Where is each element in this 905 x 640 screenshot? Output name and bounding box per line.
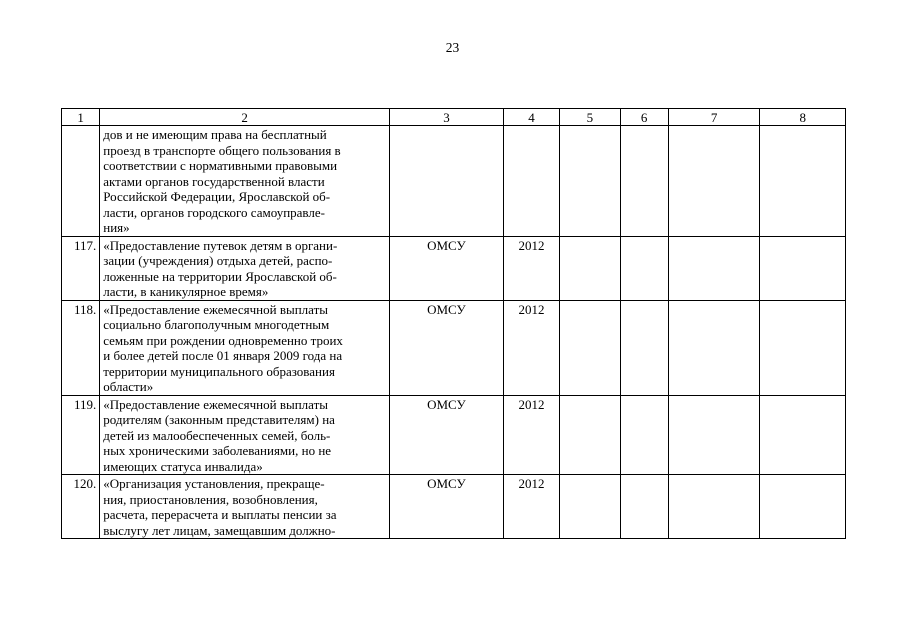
table-row — [62, 395, 846, 475]
description-line: дов и не имеющим права на бесплатный — [103, 127, 327, 142]
description-line: ласти, органов городского самоуправле- — [103, 204, 325, 220]
description-line: территории муниципального образования — [103, 363, 335, 379]
row-number: 117. — [62, 236, 100, 300]
column-header: 8 — [760, 109, 846, 126]
empty-cell — [560, 236, 620, 300]
year-cell — [503, 126, 559, 237]
executor-cell — [390, 126, 504, 237]
table-row — [62, 300, 846, 395]
row-number: 119. — [62, 395, 100, 475]
row-number: 120. — [62, 475, 100, 539]
description-line: выслугу лет лицам, замещавшим должно- — [103, 522, 336, 538]
empty-cell — [760, 126, 846, 237]
service-description — [100, 126, 390, 237]
services-table — [61, 108, 846, 539]
description-line: области» — [103, 379, 154, 394]
column-header: 4 — [503, 109, 559, 126]
column-header: 5 — [560, 109, 620, 126]
description-line: зации (учреждения) отдыха детей, распо- — [103, 253, 333, 268]
description-line: ласти, в каникулярное время» — [103, 284, 269, 299]
description-line: актами органов государственной власти — [103, 173, 325, 189]
column-header: 7 — [668, 109, 760, 126]
description-line: «Предоставление ежемесячной выплаты — [103, 396, 328, 412]
service-description — [100, 300, 390, 395]
service-description — [100, 395, 390, 475]
description-line: «Предоставление путевок детям в органи- — [103, 237, 338, 253]
executor-cell: ОМСУ — [390, 236, 504, 300]
table-header-row — [62, 109, 846, 126]
year-cell: 2012 — [503, 236, 559, 300]
empty-cell — [760, 475, 846, 539]
empty-cell — [668, 126, 760, 237]
empty-cell — [620, 475, 668, 539]
year-cell: 2012 — [503, 475, 559, 539]
row-number — [62, 126, 100, 237]
year-cell: 2012 — [503, 300, 559, 395]
empty-cell — [560, 395, 620, 475]
year-cell: 2012 — [503, 395, 559, 475]
column-header: 6 — [620, 109, 668, 126]
table-row — [62, 126, 846, 237]
empty-cell — [560, 300, 620, 395]
empty-cell — [620, 126, 668, 237]
empty-cell — [760, 395, 846, 475]
executor-cell: ОМСУ — [390, 300, 504, 395]
service-description — [100, 475, 390, 539]
description-line: расчета, перерасчета и выплаты пенсии за — [103, 507, 337, 522]
description-line: ных хроническими заболеваниями, но не — [103, 443, 332, 458]
row-number: 118. — [62, 300, 100, 395]
description-line: детей из малообеспеченных семей, боль- — [103, 427, 331, 443]
empty-cell — [668, 236, 760, 300]
description-line: социально благополучным многодетным — [103, 317, 330, 332]
empty-cell — [760, 236, 846, 300]
service-description — [100, 236, 390, 300]
executor-cell: ОМСУ — [390, 475, 504, 539]
description-line: ложенные на территории Ярославской об- — [103, 268, 337, 284]
description-line: «Предоставление ежемесячной выплаты — [103, 301, 328, 317]
table-row — [62, 236, 846, 300]
empty-cell — [668, 475, 760, 539]
description-line: ния» — [103, 220, 130, 235]
empty-cell — [560, 475, 620, 539]
column-header: 3 — [390, 109, 504, 126]
description-line: семьям при рождении одновременно троих — [103, 332, 343, 348]
executor-cell: ОМСУ — [390, 395, 504, 475]
description-line: родителям (законным представителям) на — [103, 412, 335, 427]
description-line: проезд в транспорте общего пользования в — [103, 142, 341, 158]
empty-cell — [560, 126, 620, 237]
description-line: Российской Федерации, Ярославской об- — [103, 189, 331, 204]
table-row — [62, 475, 846, 539]
page-number: 23 — [445, 40, 460, 55]
empty-cell — [620, 395, 668, 475]
empty-cell — [620, 300, 668, 395]
column-header: 2 — [100, 109, 390, 126]
description-line: и более детей после 01 января 2009 года на — [103, 348, 343, 363]
description-line: имеющих статуса инвалида» — [103, 458, 263, 474]
column-header: 1 — [62, 109, 100, 126]
description-line: соответствии с нормативными правовыми — [103, 158, 338, 173]
empty-cell — [668, 300, 760, 395]
empty-cell — [668, 395, 760, 475]
description-line: «Организация установления, прекраще- — [103, 476, 325, 491]
empty-cell — [760, 300, 846, 395]
description-line: ния, приостановления, возобновления, — [103, 491, 318, 507]
empty-cell — [620, 236, 668, 300]
